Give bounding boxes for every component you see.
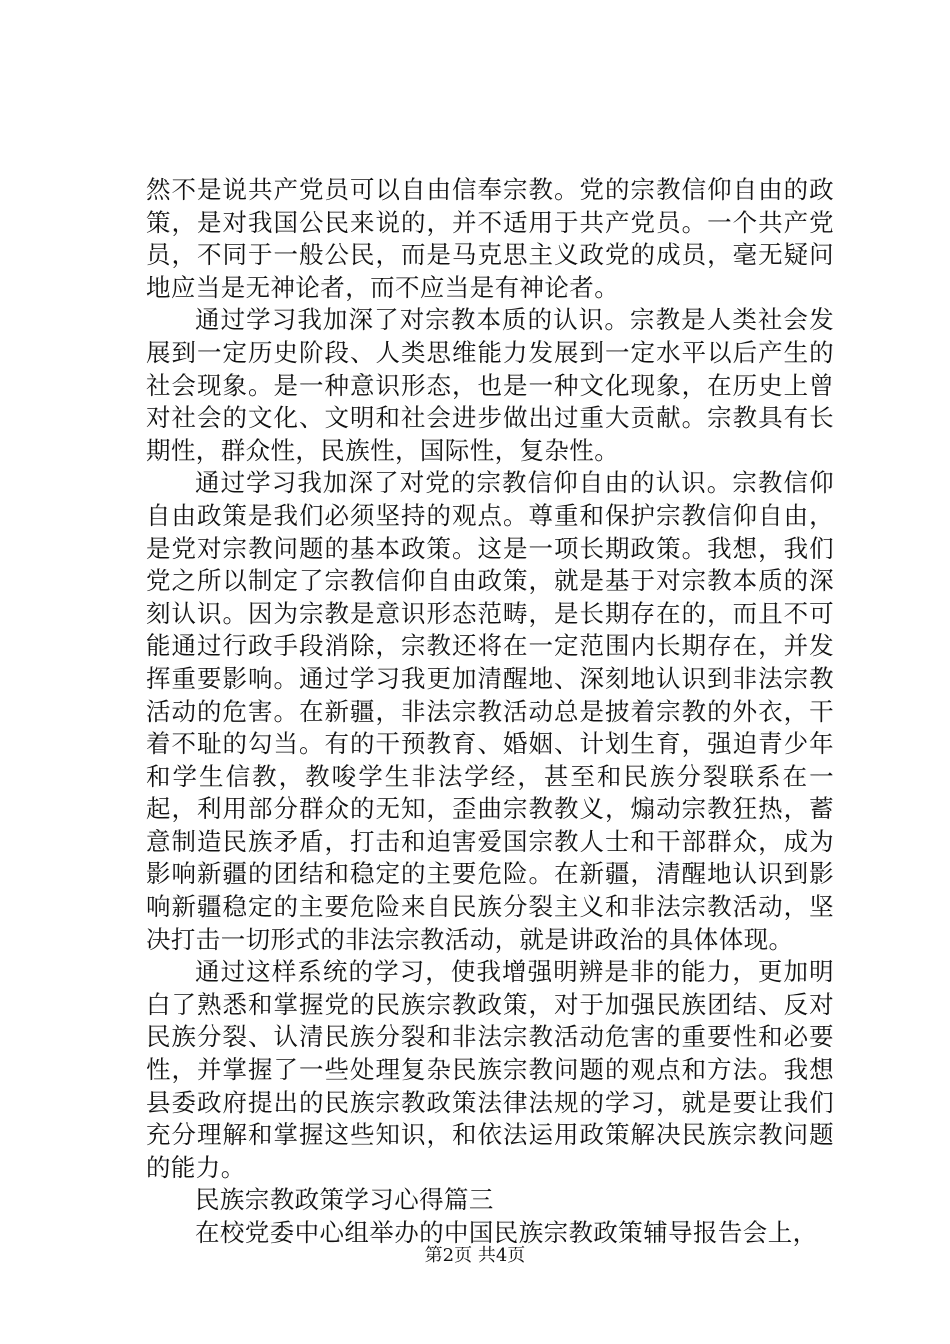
paragraph-4: 通过这样系统的学习，使我增强明辨是非的能力，更加明白了熟悉和掌握党的民族宗教政策，对于加强民族团结、反对民族分裂、认清民族分裂和非法宗教活动危害的重要性和必要性，并掌握了一些处理复杂民族宗教问题的观点和方法。我想县委政府提出的民族宗教政策法律法规的学习，就是要让我们充分理解和掌握这些知识，和依法运用政策解决民族宗教问题的能力。: [146, 957, 834, 1182]
page-footer: 第2页 共4页: [424, 1245, 526, 1266]
paragraph-2: 通过学习我加深了对宗教本质的认识。宗教是人类社会发展到一定历史阶段、人类思维能力发展到一定水平以后产生的社会现象。是一种意识形态，也是一种文化现象，在历史上曾对社会的文化、文明和社会进步做出过重大贡献。宗教具有长期性，群众性，民族性，国际性，复杂性。: [146, 305, 834, 465]
paragraph-5: 在校党委中心组举办的中国民族宗教政策辅导报告会上，: [195, 1218, 818, 1247]
document-body: [146, 174, 834, 1250]
paragraph-3: 通过学习我加深了对党的宗教信仰自由的认识。宗教信仰自由政策是我们必须坚持的观点。尊重和保护宗教信仰自由，是党对宗教问题的基本政策。这是一项长期政策。我想，我们党之所以制定了宗教信仰自由政策，就是基于对宗教本质的深刻认识。因为宗教是意识形态范畴，是长期存在的，而且不可能通过行政手段消除，宗教还将在一定范围内长期存在，并发挥重要影响。通过学习我更加清醒地、深刻地认识到非法宗教活动的危害。在新疆，非法宗教活动总是披着宗教的外衣，干着不耻的勾当。有的干预教育、婚姻、计划生育，强迫青少年和学生信教，教唆学生非法学经，甚至和民族分裂联系在一起，利用部分群众的无知，歪曲宗教教义，煽动宗教狂热，蓄意制造民族矛盾，打击和迫害爱国宗教人士和干部群众，成为影响新疆的团结和稳定的主要危险。在新疆，清醒地认识到影响新疆稳定的主要危险来自民族分裂主义和非法宗教活动，坚决打击一切形式的非法宗教活动，就是讲政治的具体体现。: [146, 468, 834, 954]
section-heading: 民族宗教政策学习心得篇三: [195, 1185, 494, 1215]
paragraph-1: 然不是说共产党员可以自由信奉宗教。党的宗教信仰自由的政策，是对我国公民来说的，并不适用于共产党员。一个共产党员，不同于一般公民，而是马克思主义政党的成员，毫无疑问地应当是无神论者，而不应当是有神论者。: [146, 175, 834, 302]
